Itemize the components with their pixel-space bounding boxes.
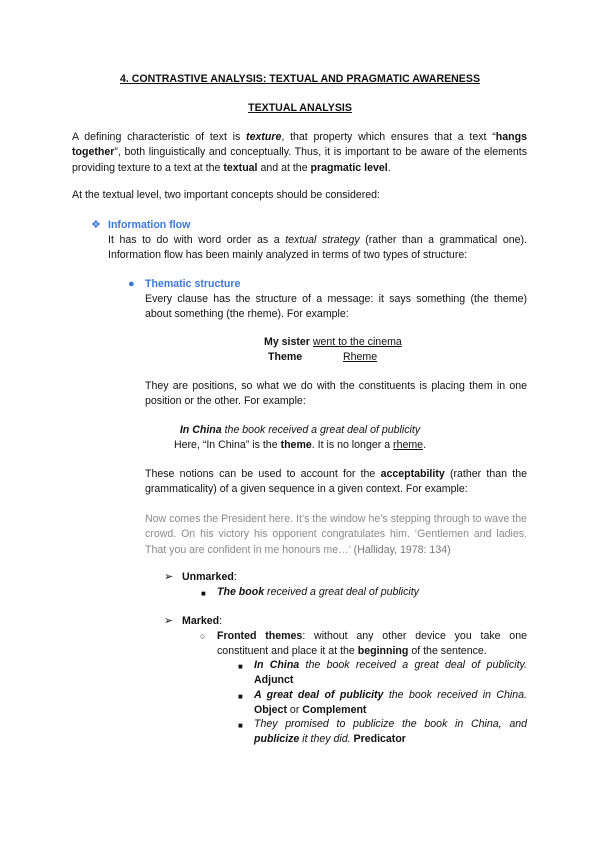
square-bullet-icon: ■ — [238, 662, 243, 671]
arrow-bullet-icon: ➢ — [164, 615, 174, 627]
section-heading: 4. CONTRASTIVE ANALYSIS: TEXTUAL AND PRAGMATIC AWARENESS — [119, 73, 481, 85]
example-my-sister: My sister went to the cinema — [264, 336, 402, 348]
thematic-structure-label: Thematic structure — [145, 278, 241, 290]
unmarked-example: The book received a great deal of publicity — [217, 586, 419, 598]
fronted-themes-desc: Fronted themes: without any other device you take one constituent and place it at the beginning of the sentence. — [217, 630, 527, 658]
square-bullet-icon: ■ — [201, 589, 206, 598]
square-bullet-icon: ■ — [238, 721, 243, 730]
example-in-china: In China the book received a great deal of publicity — [179, 424, 421, 436]
thematic-structure-desc: Every clause has the structure of a message: it says something (the theme) about something (the rheme). For example: — [145, 293, 527, 321]
acceptability-paragraph: These notions can be used to account for the acceptability (rather than the grammaticality) of a given sequence in a given context. For example: — [145, 468, 527, 496]
textual-level-sentence: At the textual level, two important concepts should be considered: — [72, 189, 380, 201]
diamond-bullet-icon: ❖ — [91, 219, 101, 231]
marked-example-predicator: They promised to publicize the book in China, and publicize it they did. Predicator — [254, 718, 527, 746]
rheme-label: Rheme — [343, 351, 378, 363]
marked-example-object: A great deal of publicity the book received in China. Object or Complement — [254, 689, 527, 717]
positions-paragraph: They are positions, so what we do with the constituents is placing them in one position or the other. For example: — [145, 380, 527, 408]
textual-term: textual — [223, 161, 258, 174]
pragmatic-level-term: pragmatic level — [310, 161, 388, 174]
halliday-quote: Now comes the President here. It’s the window he’s stepping through to wave the crowd. On his victory his opponent congratulates him. ‘Gentlemen and ladies. That you are confident in me honours me…’ (Halliday, 1978: 134) — [145, 513, 527, 556]
square-bullet-icon: ■ — [238, 692, 243, 701]
theme-label: Theme — [268, 351, 303, 363]
unmarked-label: Unmarked: — [182, 571, 237, 583]
texture-term: texture — [246, 131, 282, 143]
circle-bullet-icon: ○ — [200, 631, 206, 641]
information-flow-desc: It has to do with word order as a textual strategy (rather than a grammatical one). Information flow has been mainly analyzed in terms of two types of structure: — [108, 234, 527, 262]
arrow-bullet-icon: ➢ — [164, 571, 174, 583]
hangs-together-term: hangs together — [72, 131, 527, 159]
quote-citation: (Halliday, 1978: 134) — [353, 543, 451, 556]
here-sentence: Here, “In China” is the theme. It is no longer a rheme. — [173, 439, 427, 451]
information-flow-label: Information flow — [108, 219, 191, 231]
marked-label: Marked: — [182, 615, 223, 627]
section-subheading: TEXTUAL ANALYSIS — [248, 102, 352, 114]
round-bullet-icon: ● — [128, 278, 135, 290]
intro-paragraph: A defining characteristic of text is texture, that property which ensures that a text “hangs together”, both linguistically and conceptually. Thus, it is important to be aware of the elements providing texture to a text at the textual and at the pragmatic level. — [72, 131, 527, 174]
marked-example-adjunct: In China the book received a great deal of publicity. Adjunct — [254, 659, 527, 687]
